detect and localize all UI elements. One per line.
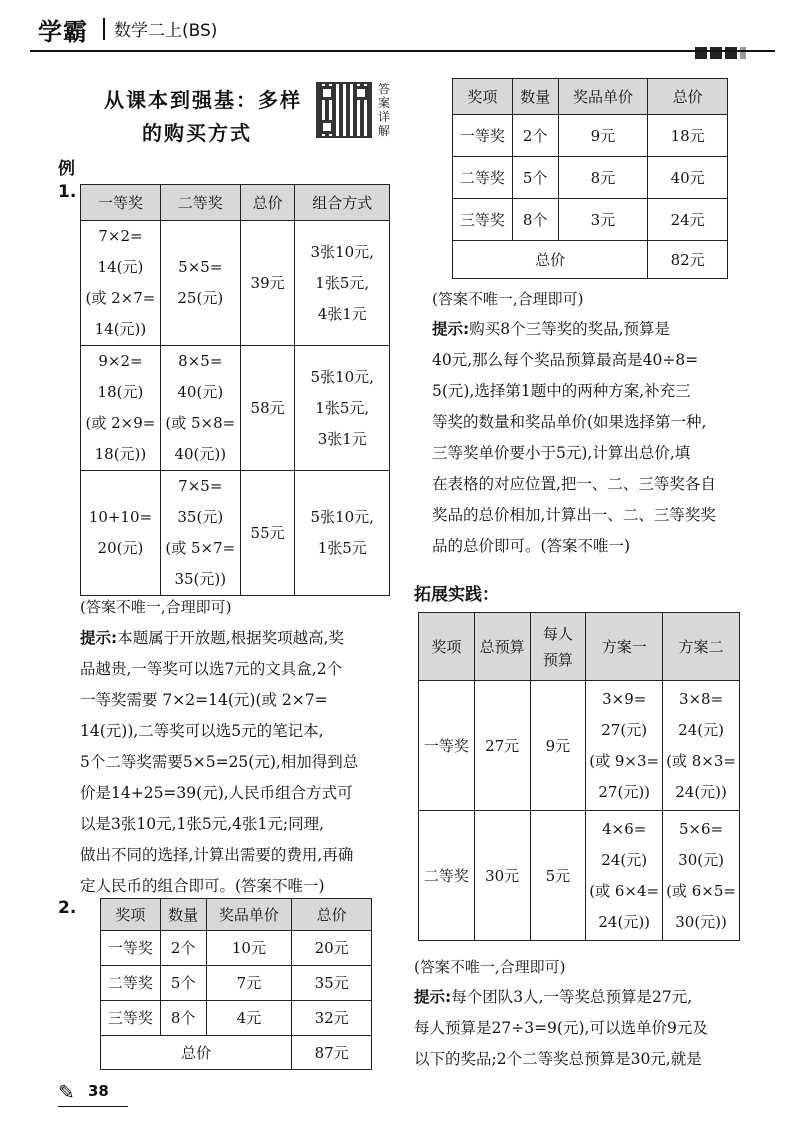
header-decoration bbox=[695, 44, 749, 63]
table-ext-header-per-person: 每人 预算 bbox=[530, 613, 586, 681]
hint-2: 提示:购买8个三等奖的奖品,预算是 40元,那么每个奖品预算最高是40÷8= 5(元),选择第1题中的两种方案,补充三 等奖的数量和奖品单价(如果选择第一种, 三等奖单价要小于5元),计算出总价,填 在表格的对应位置,把一、二、三等奖各自 奖品的总价相加,计算出一、二、三等奖奖 品的总价即可。(答案不唯一) bbox=[432, 320, 716, 555]
table-row: 一等奖 2个 9元 18元 bbox=[453, 115, 728, 157]
question-1-label: 1. bbox=[58, 182, 77, 202]
table-q2 bbox=[100, 898, 372, 1070]
section-title-line2: 的购买方式 bbox=[142, 121, 252, 145]
brand-logo: 学霸 bbox=[38, 18, 88, 46]
answer-note-1: (答案不唯一,合理即可) bbox=[80, 598, 232, 616]
table-cell: 3张10元, 1张5元, 4张1元 bbox=[295, 221, 390, 346]
table-q1-header-first-prize: 一等奖 bbox=[81, 185, 161, 221]
table-q1 bbox=[80, 184, 390, 596]
table-extension bbox=[418, 612, 740, 941]
table-total-row: 总价 87元 bbox=[101, 1036, 372, 1070]
table-ext-header-plan2: 方案二 bbox=[663, 613, 740, 681]
answer-note-3: (答案不唯一,合理即可) bbox=[414, 958, 566, 976]
table-row: 三等奖 8个 4元 32元 bbox=[101, 1001, 372, 1036]
pencil-icon: ✎ bbox=[58, 1080, 75, 1104]
table-cell: 5张10元, 1张5元 bbox=[295, 471, 390, 596]
table-q1-header-second-prize: 二等奖 bbox=[160, 185, 240, 221]
table-row: 二等奖 30元 5元 4×6= 24(元) (或 6×4= 24(元)) 5×6= 30(元) (或 6×5= 30(元)) bbox=[419, 811, 740, 941]
hint-3: 提示:每个团队3人,一等奖总预算是27元, 每人预算是27÷3=9(元),可以选单价9元及 以下的奖品;2个二等奖总预算是30元,就是 bbox=[414, 988, 708, 1068]
table-cell: 39元 bbox=[240, 221, 295, 346]
hint-1: 提示:本题属于开放题,根据奖项越高,奖 品越贵,一等奖可以选7元的文具盒,2个 一等奖需要 7×2=14(元)(或 2×7= 14(元)),二等奖可以选5元的笔记本, 5个二等奖需要5×5=25(元),相加得到总 价是14+25=39(元),人民币组合方式可 以是3张10元,1张5元,4张1元;同理, 做出不同的选择,计算出需要的费用,再确 定人民币的组合即可。(答案不唯一) bbox=[80, 629, 359, 895]
hint-label: 提示: bbox=[432, 320, 470, 338]
table-q2-header-total: 总价 bbox=[292, 899, 372, 931]
table-total-row: 总价 82元 bbox=[453, 241, 728, 279]
table-q1-header-combination: 组合方式 bbox=[295, 185, 390, 221]
table-ext-header-plan1: 方案一 bbox=[586, 613, 663, 681]
table-cell: 58元 bbox=[240, 346, 295, 471]
hint-label: 提示: bbox=[414, 988, 452, 1006]
table-row: 二等奖 5个 7元 35元 bbox=[101, 966, 372, 1001]
table-cell: 7×2= 14(元) (或 2×7= 14(元)) bbox=[81, 221, 161, 346]
header-divider bbox=[103, 18, 105, 40]
table-row bbox=[81, 346, 390, 471]
page-number: 38 bbox=[88, 1082, 109, 1100]
table-ext-header-budget: 总预算 bbox=[474, 613, 530, 681]
qr-label: 答案详解 bbox=[378, 82, 391, 138]
table-cell: 55元 bbox=[240, 471, 295, 596]
table-q1-header-total: 总价 bbox=[240, 185, 295, 221]
table-row bbox=[81, 471, 390, 596]
table-row: 二等奖 5个 8元 40元 bbox=[453, 157, 728, 199]
question-2-label: 2. bbox=[58, 898, 77, 918]
table-q2-header-unit: 奖品单价 bbox=[206, 899, 292, 931]
table-q3 bbox=[452, 78, 728, 279]
table-q3-header-qty: 数量 bbox=[512, 79, 558, 115]
qr-code-icon[interactable] bbox=[316, 82, 372, 138]
answer-note-2: (答案不唯一,合理即可) bbox=[432, 290, 584, 308]
table-row: 一等奖 27元 9元 3×9= 27(元) (或 9×3= 27(元)) 3×8= 24(元) (或 8×3= 24(元)) bbox=[419, 681, 740, 811]
table-row bbox=[81, 221, 390, 346]
extension-label: 拓展实践： bbox=[414, 585, 499, 605]
example-label: 例 bbox=[58, 159, 75, 179]
table-q3-header-unit: 奖品单价 bbox=[558, 79, 648, 115]
table-cell: 5张10元, 1张5元, 3张1元 bbox=[295, 346, 390, 471]
table-ext-header-prize: 奖项 bbox=[419, 613, 475, 681]
header-rule bbox=[30, 50, 775, 52]
table-cell: 10+10= 20(元) bbox=[81, 471, 161, 596]
table-cell: 5×5= 25(元) bbox=[160, 221, 240, 346]
table-q2-header-prize: 奖项 bbox=[101, 899, 161, 931]
table-cell: 7×5= 35(元) (或 5×7= 35(元)) bbox=[160, 471, 240, 596]
table-cell: 9×2= 18(元) (或 2×9= 18(元)) bbox=[81, 346, 161, 471]
table-row: 一等奖 2个 10元 20元 bbox=[101, 931, 372, 966]
table-row: 三等奖 8个 3元 24元 bbox=[453, 199, 728, 241]
table-cell: 8×5= 40(元) (或 5×8= 40(元)) bbox=[160, 346, 240, 471]
table-q2-header-qty: 数量 bbox=[160, 899, 206, 931]
table-q3-header-total: 总价 bbox=[648, 79, 728, 115]
section-title-line1: 从课本到强基：多样 bbox=[104, 88, 302, 112]
hint-label: 提示: bbox=[80, 629, 118, 647]
table-q3-header-prize: 奖项 bbox=[453, 79, 513, 115]
book-subtitle: 数学二上(BS) bbox=[114, 21, 218, 41]
footer-rule bbox=[58, 1106, 128, 1107]
